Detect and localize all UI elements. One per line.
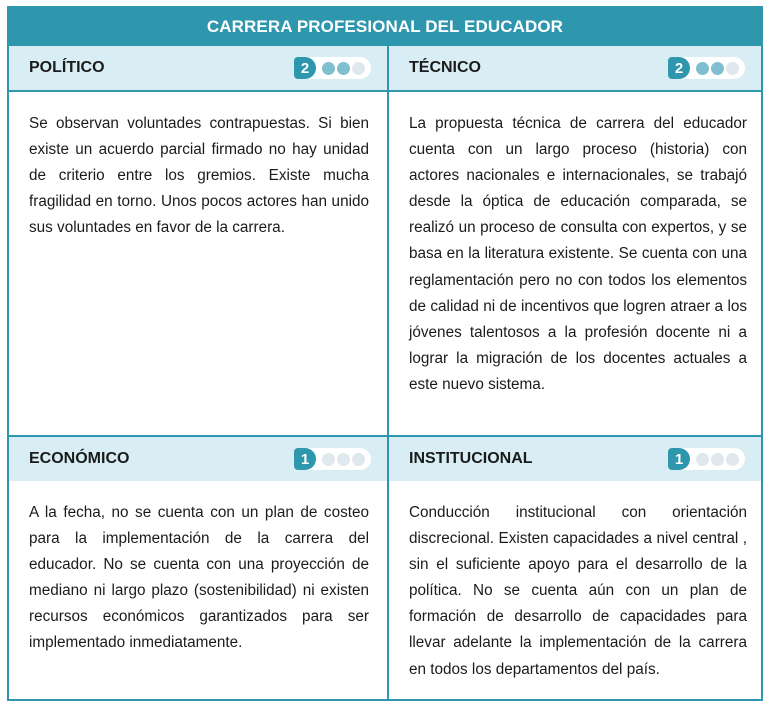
rating-indicator xyxy=(668,448,745,470)
rating-score: 1 xyxy=(294,448,316,470)
rating-dot xyxy=(322,453,335,466)
rating-dot xyxy=(337,62,350,75)
cell-text-politico: Se observan voluntades contrapuestas. Si bien existe un acuerdo parcial firmado no hay unidad de criterio entre los gremios. Existe mucha fragilidad en torno. Unos pocos actores han unido sus voluntades en favor de la carrera. xyxy=(29,115,369,237)
cell-label: INSTITUCIONAL xyxy=(409,450,533,467)
rating-indicator xyxy=(668,57,745,79)
rating-indicator xyxy=(294,448,371,470)
rating-dot xyxy=(352,62,365,75)
cell-header-politico xyxy=(9,46,387,90)
cell-label: POLÍTICO xyxy=(29,59,105,76)
rating-dot xyxy=(337,453,350,466)
rating-dot xyxy=(322,62,335,75)
rating-dot xyxy=(711,62,724,75)
rating-score: 2 xyxy=(294,57,316,79)
rating-score: 2 xyxy=(668,57,690,79)
table-title: CARRERA PROFESIONAL DEL EDUCADOR xyxy=(9,8,761,46)
rating-dot xyxy=(726,453,739,466)
rating-dot xyxy=(726,62,739,75)
assessment-table xyxy=(7,6,763,701)
cell-header-economico xyxy=(9,437,387,481)
rating-score: 1 xyxy=(668,448,690,470)
cell-label: ECONÓMICO xyxy=(29,450,130,467)
column-divider xyxy=(387,46,389,699)
rating-dot xyxy=(696,453,709,466)
rating-indicator xyxy=(294,57,371,79)
cell-header-institucional xyxy=(389,437,761,481)
rating-dot xyxy=(696,62,709,75)
cell-header-tecnico xyxy=(389,46,761,90)
divider xyxy=(9,90,761,92)
cell-text-economico: A la fecha, no se cuenta con un plan de costeo para la implementación de la carrera del educador. No se cuenta con una proyección de mediano ni largo plazo (sostenibilidad) ni existen recursos económicos garantizados para ser implementado inmediatamente. xyxy=(29,504,369,652)
rating-dot xyxy=(352,453,365,466)
cell-text-institucional: Conducción institucional con orientación discrecional. Existen capacidades a nivel central , sin el suficiente apoyo para el desarrollo de la política. No se cuenta aún con un plan de formación de desarrollo de capacidades para llevar adelante la implementación de la carrera en todos los departamentos del país. xyxy=(409,504,747,678)
cell-text-tecnico: La propuesta técnica de carrera del educador cuenta con un largo proceso (historia) con actores nacionales e internacionales, se trabajó desde la óptica de educación comparada, se realizó un proceso de consulta con expertos, y se basa en la literatura existente. Se cuenta con una reglamentación pero no con todos los elementos de calidad ni de incentivos que logren atraer a los jóvenes talentosos a la profesión docente ni a lograr la migración de los docentes actuales a este nuevo sistema. xyxy=(409,115,747,393)
rating-dot xyxy=(711,453,724,466)
cell-label: TÉCNICO xyxy=(409,59,481,76)
